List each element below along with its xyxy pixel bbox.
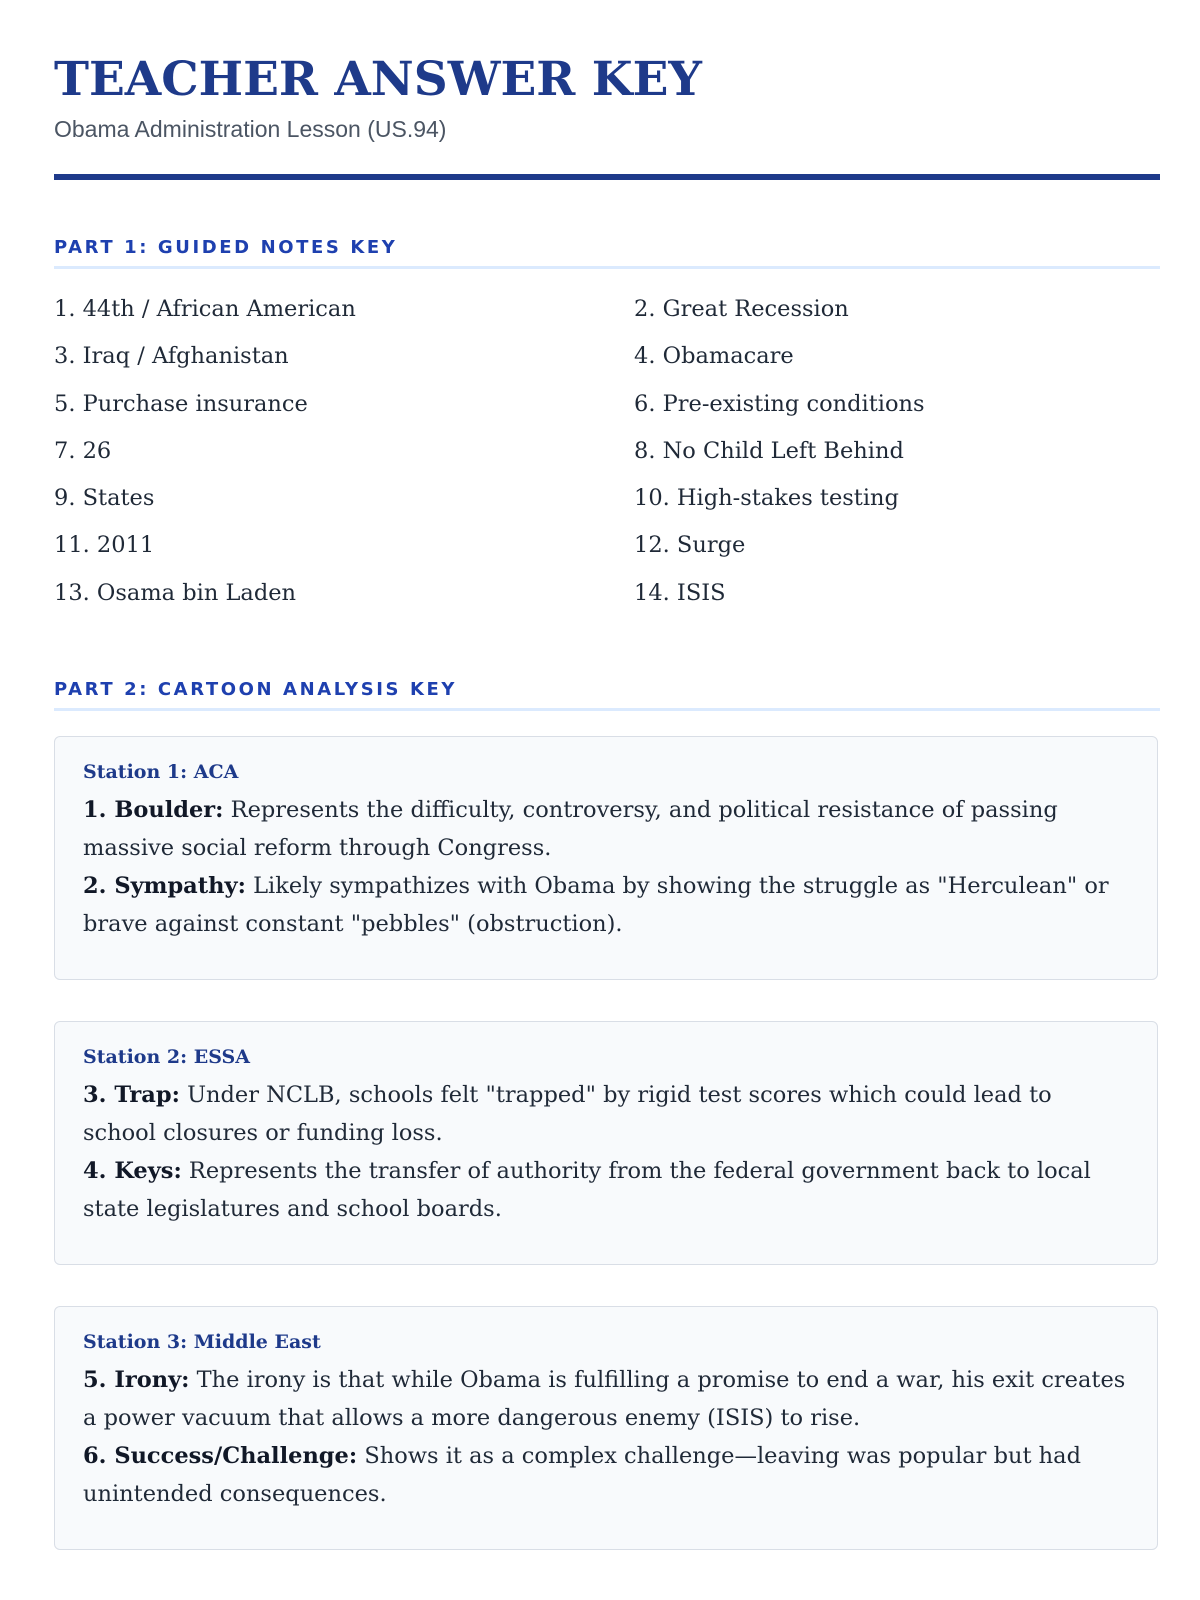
note-answer-8: 8. No Child Left Behind <box>634 437 904 464</box>
page-subtitle: Obama Administration Lesson (US.94) <box>54 116 447 142</box>
station-answer <box>83 1437 1129 1513</box>
answer-label: 1. Boulder: <box>83 797 224 823</box>
guided-notes-list <box>54 291 1160 622</box>
station-card-middle-east <box>54 1306 1158 1550</box>
station-title: Station 2: ESSA <box>83 1046 251 1068</box>
header-divider <box>54 174 1160 180</box>
station-card-aca <box>54 736 1158 980</box>
station-answer <box>83 1152 1129 1228</box>
answer-text: Represents the transfer of authority from the federal government back to local state legislatures and school boards. <box>83 1158 1091 1222</box>
page-title: TEACHER ANSWER KEY <box>54 52 702 107</box>
answer-text: The irony is that while Obama is fulfilling a promise to end a war, his exit creates a power vacuum that allows a more dangerous enemy (ISIS) to rise. <box>83 1367 1126 1431</box>
station-title: Station 1: ACA <box>83 761 239 783</box>
part1-heading: PART 1: GUIDED NOTES KEY <box>54 237 1160 269</box>
note-answer-5: 5. Purchase insurance <box>54 390 308 417</box>
note-answer-10: 10. High-stakes testing <box>634 485 899 512</box>
answer-label: 2. Sympathy: <box>83 873 246 899</box>
note-answer-11: 11. 2011 <box>54 532 155 559</box>
answer-label: 4. Keys: <box>83 1158 182 1184</box>
note-answer-3: 3. Iraq / Afghanistan <box>54 343 289 370</box>
station-answer <box>83 1076 1129 1152</box>
station-answer <box>83 1361 1129 1437</box>
answer-label: 3. Trap: <box>83 1082 180 1108</box>
answer-text: Under NCLB, schools felt "trapped" by rigid test scores which could lead to school closures or funding loss. <box>83 1082 1052 1146</box>
note-answer-7: 7. 26 <box>54 437 112 464</box>
note-answer-1: 1. 44th / African American <box>54 296 356 322</box>
note-answer-12: 12. Surge <box>634 532 746 559</box>
note-answer-14: 14. ISIS <box>634 579 726 606</box>
note-answer-4: 4. Obamacare <box>634 343 794 370</box>
note-answer-2: 2. Great Recession <box>634 296 849 322</box>
part2-heading: PART 2: CARTOON ANALYSIS KEY <box>54 679 1160 711</box>
answer-text: Shows it as a complex challenge—leaving was popular but had unintended consequences. <box>83 1443 1081 1507</box>
note-answer-9: 9. States <box>54 485 155 512</box>
station-answer <box>83 867 1129 943</box>
answer-label: 6. Success/Challenge: <box>83 1443 358 1469</box>
answer-text: Represents the difficulty, controversy, and political resistance of passing massive social reform through Congress. <box>83 797 1058 861</box>
note-answer-13: 13. Osama bin Laden <box>54 579 297 606</box>
station-answer <box>83 791 1129 867</box>
answer-label: 5. Irony: <box>83 1367 190 1393</box>
station-card-essa <box>54 1021 1158 1265</box>
answer-text: Likely sympathizes with Obama by showing the struggle as "Herculean" or brave against constant "pebbles" (obstruction). <box>83 873 1109 937</box>
station-title: Station 3: Middle East <box>83 1331 321 1353</box>
note-answer-6: 6. Pre-existing conditions <box>634 390 925 417</box>
